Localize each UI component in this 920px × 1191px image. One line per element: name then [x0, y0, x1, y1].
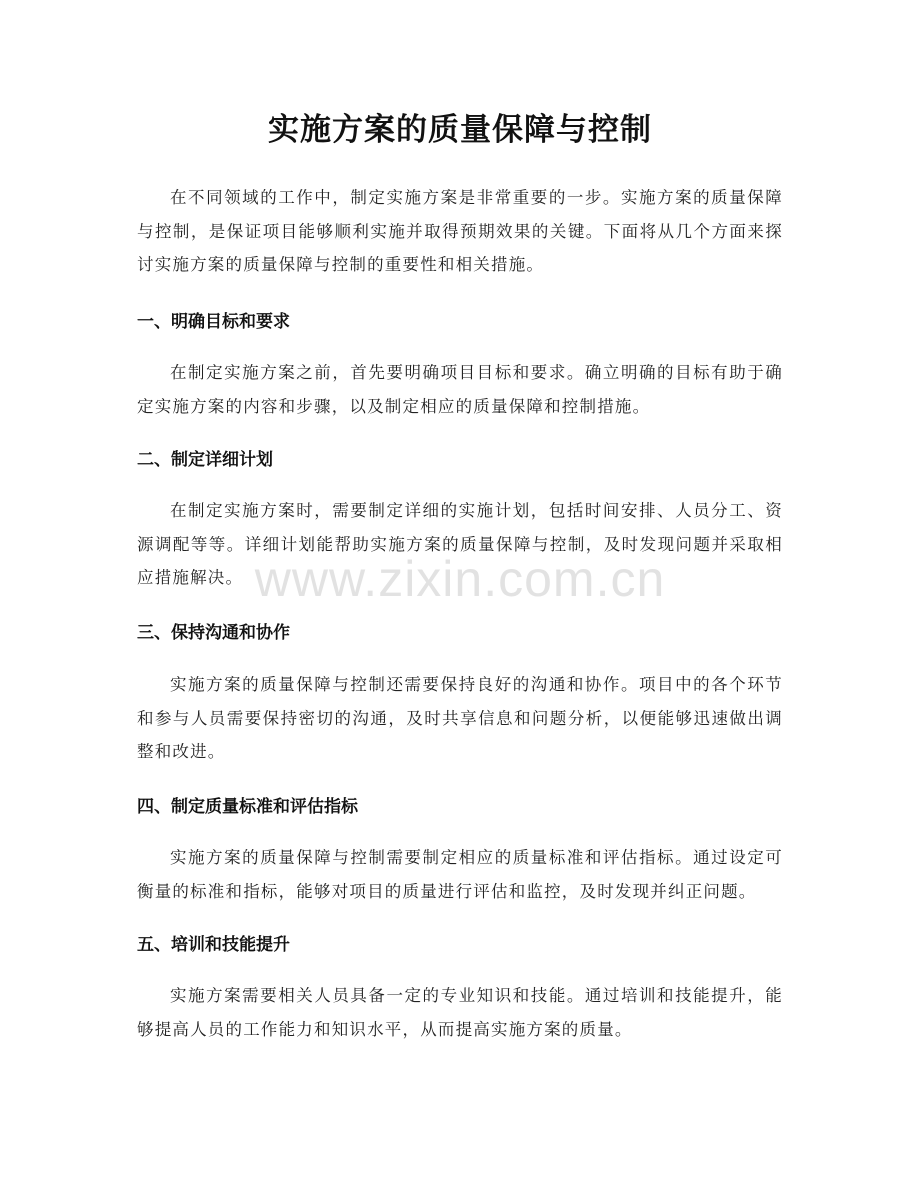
document-title: 实施方案的质量保障与控制 — [268, 112, 652, 148]
section-body-4: 实施方案的质量保障与控制需要制定相应的质量标准和评估指标。通过设定可衡量的标准和指标，能够对项目的质量进行评估和监控，及时发现并纠正问题。 — [137, 848, 783, 901]
section-heading-5: 五、培训和技能提升 — [137, 935, 290, 955]
section-body-1: 在制定实施方案之前，首先要明确项目目标和要求。确立明确的目标有助于确定实施方案的内容和步骤，以及制定相应的质量保障和控制措施。 — [137, 363, 783, 416]
section-heading-4: 四、制定质量标准和评估指标 — [137, 797, 358, 817]
section-body-2: 在制定实施方案时，需要制定详细的实施计划，包括时间安排、人员分工、资源调配等等。详细计划能帮助实施方案的质量保障与控制，及时发现问题并采取相应措施解决。 — [137, 501, 783, 587]
intro-paragraph: 在不同领域的工作中，制定实施方案是非常重要的一步。实施方案的质量保障与控制，是保证项目能够顺利实施并取得预期效果的关键。下面将从几个方面来探讨实施方案的质量保障与控制的重要性和相关措施。 — [137, 188, 783, 274]
section-body-3: 实施方案的质量保障与控制还需要保持良好的沟通和协作。项目中的各个环节和参与人员需要保持密切的沟通，及时共享信息和问题分析，以便能够迅速做出调整和改进。 — [137, 675, 783, 761]
section-heading-2: 二、制定详细计划 — [137, 450, 273, 470]
section-heading-3: 三、保持沟通和协作 — [137, 623, 290, 643]
watermark-text: www.zixin.com.cn — [254, 551, 666, 607]
section-heading-1: 一、明确目标和要求 — [137, 312, 290, 332]
section-body-5: 实施方案需要相关人员具备一定的专业知识和技能。通过培训和技能提升，能够提高人员的工作能力和知识水平，从而提高实施方案的质量。 — [137, 986, 783, 1039]
